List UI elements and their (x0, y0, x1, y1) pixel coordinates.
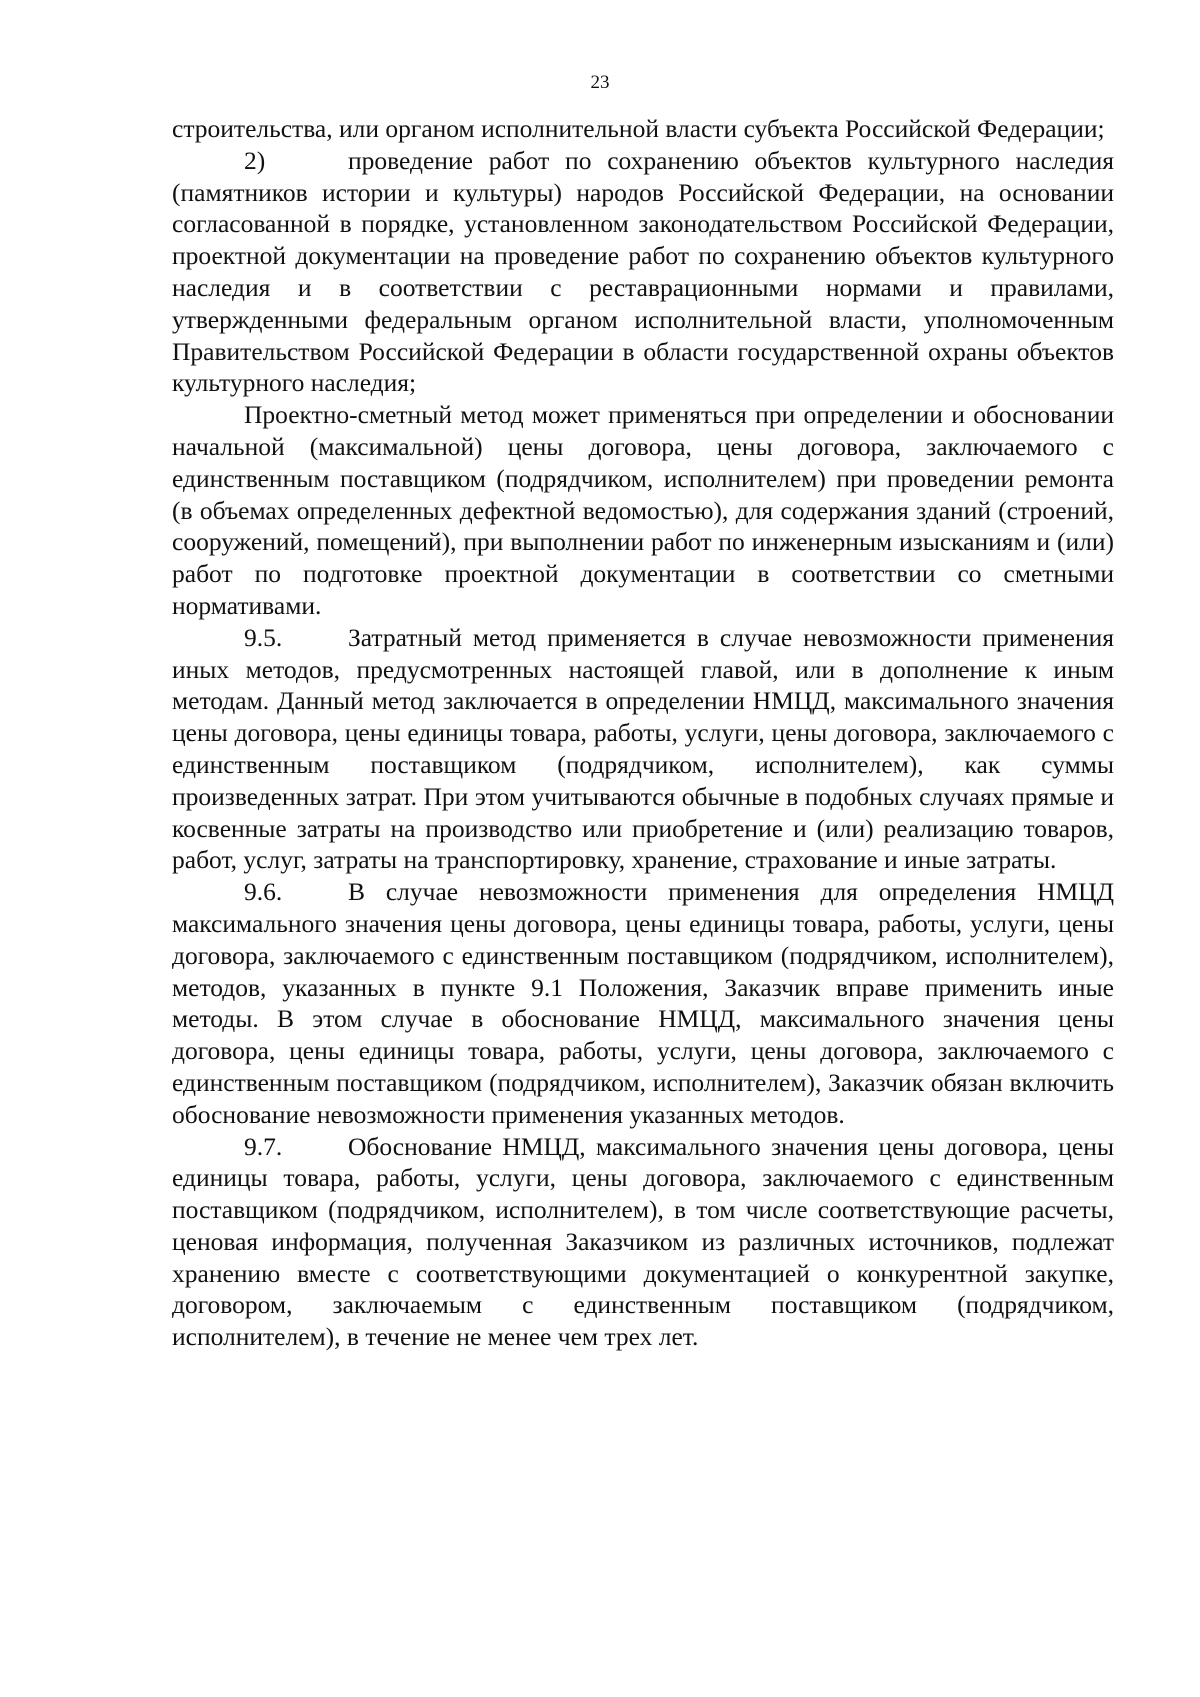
paragraph-text: Затратный метод применяется в случае невозможности применения иных методов, предусмотренных настоящей главой, или в дополнение к иным методам. Данный метод заключается в определении НМЦД, максимального значения цены договора, цены единицы товара, работы, услуги, цены договора, заключаемого с единственным поставщиком (подрядчиком, исполнителем), как суммы произведенных затрат. При этом учитываются обычные в подобных случаях прямые и косвенные затраты на производство или приобретение и (или) реализацию товаров, работ, услуг, затраты на транспортировку, хранение, страхование и иные затраты. (172, 622, 1114, 875)
paragraph-clause-9-5 (172, 622, 1114, 876)
paragraph-text: Обоснование НМЦД, максимального значения цены договора, цены единицы товара, работы, услуги, цены договора, заключаемого с единственным поставщиком (подрядчиком, исполнителем), в том числе соответствующие расчеты, ценовая информация, полученная Заказчиком из различных источников, подлежат хранению вместе с соответствующими документацией о конкурентной закупке, договором, заключаемым с единственным поставщиком (подрядчиком, исполнителем), в течение не менее чем трех лет. (172, 1131, 1114, 1352)
paragraph-text: проведение работ по сохранению объектов культурного наследия (памятников истории и культуры) народов Российской Федерации, на основании согласованной в порядке, установленном законодательством Российской Федерации, проектной документации на проведение работ по сохранению объектов культурного наследия и в соответствии с реставрационными нормами и правилами, утвержденными федеральным органом исполнительной власти, уполномоченным Правительством Российской Федерации в области государственной охраны объектов культурного наследия; (172, 145, 1114, 398)
paragraph-text: Проектно-сметный метод может применяться при определении и обосновании начальной (максимальной) цены договора, цены договора, заключаемого с единственным поставщиком (подрядчиком, исполнителем) при проведении ремонта (в объемах определенных дефектной ведомостью), для содержания зданий (строений, сооружений, помещений), при выполнении работ по инженерным изысканиям и (или) работ по подготовке проектной документации в соответствии со сметными нормативами. (172, 400, 1114, 620)
paragraph-number: 9.6. (244, 877, 283, 907)
paragraph-project-estimate-method (172, 399, 1114, 622)
paragraph-continuation (172, 113, 1114, 145)
paragraph-clause-9-6 (172, 876, 1114, 1130)
paragraph-item-2 (172, 145, 1114, 399)
paragraph-number: 9.5. (244, 622, 283, 652)
paragraph-clause-9-7 (172, 1131, 1114, 1354)
paragraph-number: 9.7. (244, 1131, 283, 1161)
page-content (172, 113, 1114, 1353)
page-number: 23 (590, 72, 610, 93)
paragraph-number: 2) (244, 145, 266, 175)
paragraph-text: строительства, или органом исполнительной власти субъекта Российской Федерации; (172, 114, 1105, 143)
paragraph-text: В случае невозможности применения для определения НМЦД максимального значения цены договора, цены единицы товара, работы, услуги, цены договора, заключаемого с единственным поставщиком (подрядчиком, исполнителем), методов, указанных в пункте 9.1 Положения, Заказчик вправе применить иные методы. В этом случае в обоснование НМЦД, максимального значения цены договора, цены единицы товара, работы, услуги, цены договора, заключаемого с единственным поставщиком (подрядчиком, исполнителем), Заказчик обязан включить обоснование невозможности применения указанных методов. (172, 877, 1114, 1129)
